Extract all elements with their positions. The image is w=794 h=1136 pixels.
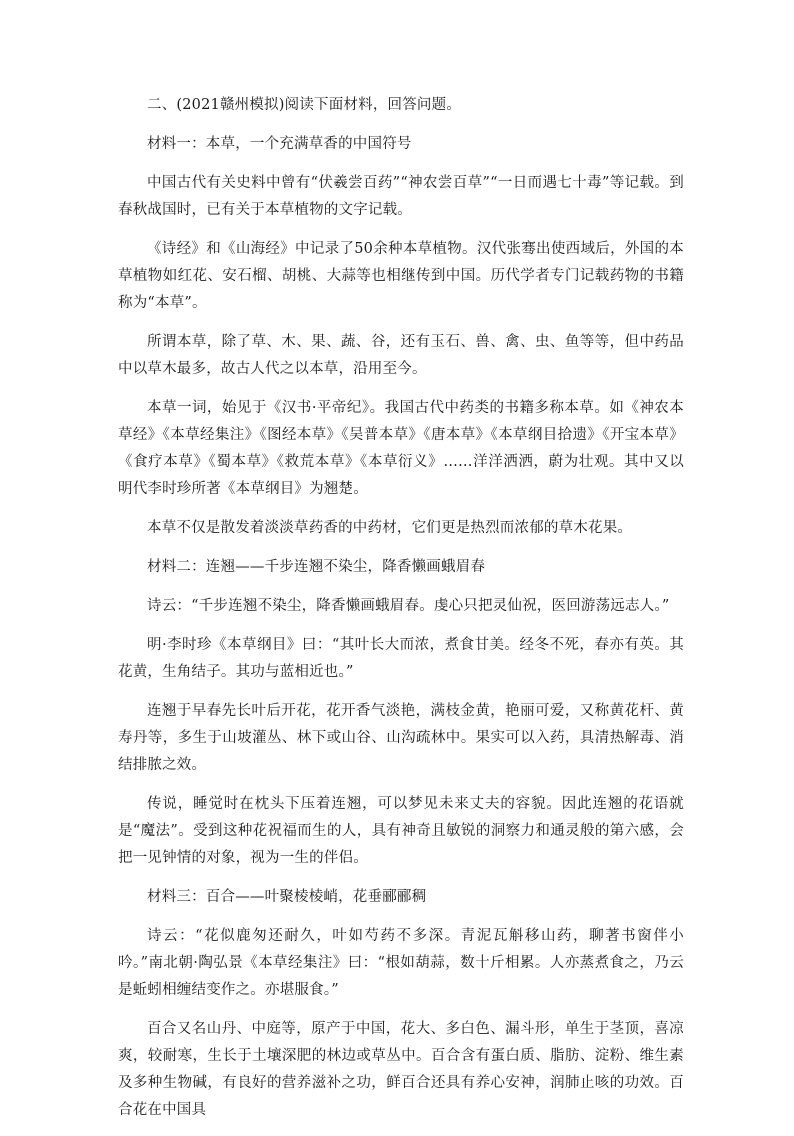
paragraph: 百合又名山丹、中庭等，原产于中国，花大、多白色、漏斗形，单生于茎顶，喜凉爽，较耐寒，生长于土壤深肥的林边或草丛中。百合含有蛋白质、脂肪、淀粉、维生素及多种生物碱，有良好的营养滋补之功，鲜百合还具有养心安神，润肺止咳的功效。百合花在中国具 — [118, 1021, 684, 1118]
paragraph: 所谓本草，除了草、木、果、蔬、谷，还有玉石、兽、禽、虫、鱼等等，但中药品中以草木最多，故古人代之以本草，沿用至今。 — [118, 334, 684, 377]
paragraph: 本草一词，始见于《汉书·平帝纪》。我国古代中药类的书籍多称本草。如《神农本草经》《本草经集注》《图经本草》《吴普本草》《唐本草》《本草纲目拾遗》《开宝本草》《食疗本草》《蜀本草》《救荒本草》《本草衍义》……洋洋洒洒，蔚为壮观。其中又以明代李时珍所著《本草纲目》为翘楚。 — [118, 400, 684, 497]
material3-title: 材料三：百合——叶聚棱棱峭，花垂郦郦稠 — [147, 889, 427, 905]
paragraph: 本草不仅是散发着淡淡草药香的中药材，它们更是热烈而浓郁的草木花果。 — [147, 520, 633, 536]
paragraph: 明·李时珍《本草纲目》曰：“其叶长大而浓，煮食甘美。经冬不死，春亦有英。其花黄，生角结子。其功与蓝相近也。” — [118, 637, 684, 680]
article-body — [118, 92, 684, 1136]
paragraph: 传说，睡觉时在枕头下压着连翘，可以梦见未来丈夫的容貌。因此连翘的花语就是“魔法”。受到这种花祝福而生的人，具有神奇且敏锐的洞察力和通灵般的第六感，会把一见钟情的对象，视为一生的伴侣。 — [118, 796, 684, 866]
question-heading: 二、(2021赣州模拟)阅读下面材料，回答问题。 — [147, 97, 462, 113]
paragraph: 中国古代有关史料中曾有“伏羲尝百药”“神农尝百草”“一日而遇七十毒”等记载。到春秋战国时，已有关于本草植物的文字记载。 — [118, 175, 684, 218]
paragraph: 连翘于早春先长叶后开花，花开香气淡艳，满枝金黄，艳丽可爱，又称黄花杆、黄寿丹等，多生于山坡灌丛、林下或山谷、山沟疏林中。果实可以入药，具清热解毒、消结排脓之效。 — [118, 703, 684, 773]
paragraph: 《诗经》和《山海经》中记录了50余种本草植物。汉代张骞出使西域后，外国的本草植物如红花、安石榴、胡桃、大蒜等也相继传到中国。历代学者专门记载药物的书籍称为“本草”。 — [118, 241, 684, 311]
material2-title: 材料二：连翘——千步连翘不染尘，降香懒画蛾眉春 — [147, 559, 486, 575]
paragraph: 诗云：“花似鹿匆还耐久，叶如芍药不多深。青泥瓦斛移山药，聊著书窗伴小吟。”南北朝·陶弘景《本草经集注》曰：“根如葫蒜，数十斤相累。人亦蒸煮食之，乃云是蚯蚓相缠结变作之。亦堪服食。” — [118, 928, 684, 998]
paragraph: 诗云：“千步连翘不染尘，降香懒画蛾眉春。虔心只把灵仙祝，医回游荡远志人。” — [147, 598, 670, 614]
material1-title: 材料一：本草，一个充满草香的中国符号 — [147, 136, 412, 152]
